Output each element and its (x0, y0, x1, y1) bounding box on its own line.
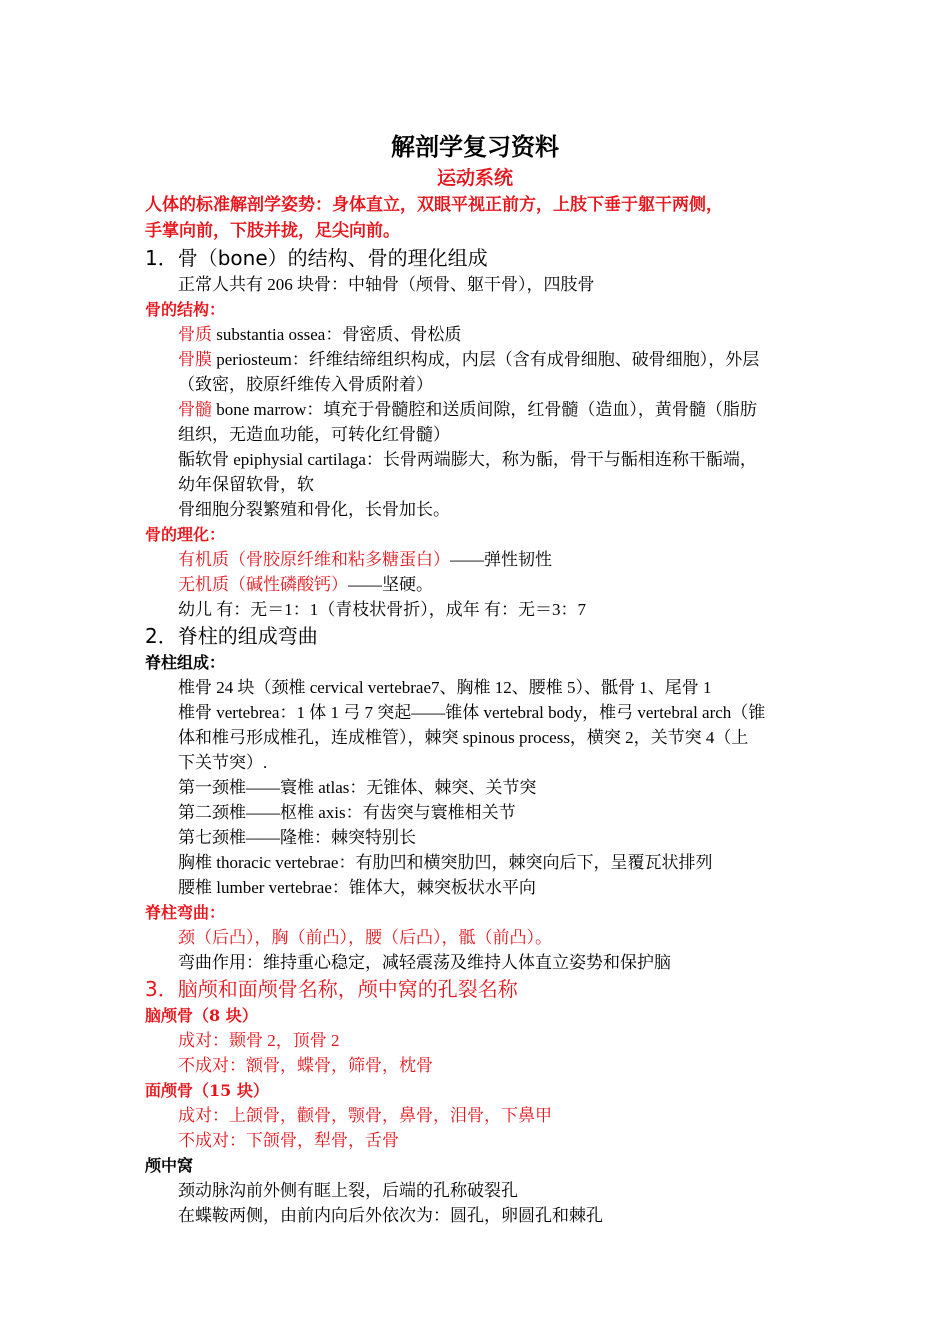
spine-line-1: 椎骨 24 块（颈椎 cervical vertebrae7、胸椎 12、腰椎 5）、骶骨 1、尾骨 1 (178, 678, 712, 697)
bone-substance-line (145, 322, 845, 347)
posture-line-1: 人体的标准解剖学姿势：身体直立，双眼平视正前方，上肢下垂于躯干两侧， (145, 195, 723, 215)
brain-paired-line: 成对：颞骨 2，顶骨 2 (178, 1031, 340, 1050)
inorganic-line (145, 572, 845, 597)
document-body (145, 130, 845, 1228)
epiphysial-line-1: 骺软骨 epiphysial cartilaga：长骨两端膨大，称为骺，骨干与骺相连称干骺端， (178, 450, 757, 469)
spine-line-9: 腰椎 lumber vertebrae：锥体大，棘突板状水平向 (178, 878, 536, 897)
spine-composition-label: 脊柱组成： (145, 653, 226, 672)
bone-growth-line: 骨细胞分裂繁殖和骨化，长骨加长。 (178, 500, 450, 519)
term-bone-substance: 骨质 (178, 325, 212, 344)
periosteum-line-2: （致密，胶原纤维传入骨质附着） (178, 375, 433, 394)
periosteum-line (145, 347, 845, 372)
organic-term: 有机质（骨胶原纤维和粘多糖蛋白） (178, 550, 450, 569)
spine-line-4: 下关节突）. (178, 753, 268, 772)
brain-cranium-label: 脑颅骨（8 块） (145, 1006, 258, 1025)
spine-curve-label: 脊柱弯曲： (145, 903, 226, 922)
posture-line-2: 手掌向前，下肢并拢，足尖向前。 (145, 221, 400, 241)
curve-function-line: 弯曲作用：维持重心稳定，减轻震荡及维持人体直立姿势和保护脑 (178, 953, 671, 972)
spine-line-2: 椎骨 vertebrea：1 体 1 弓 7 突起——锥体 vertebral body，椎弓 vertebral arch（锥 (178, 703, 766, 722)
section-2-heading: 2．脊柱的组成弯曲 (145, 624, 318, 648)
organic-line (145, 547, 845, 572)
spine-line-6: 第二颈椎——枢椎 axis：有齿突与寰椎相关节 (178, 803, 516, 822)
inorganic-term: 无机质（碱性磷酸钙） (178, 575, 348, 594)
fossa-line-2: 在蝶鞍两侧，由前内向后外依次为：圆孔，卵圆孔和棘孔 (178, 1206, 603, 1225)
spine-line-5: 第一颈椎——寰椎 atlas：无锥体、棘突、关节突 (178, 778, 537, 797)
face-paired-line: 成对：上颌骨，颧骨，颚骨，鼻骨，泪骨，下鼻甲 (178, 1106, 552, 1125)
brain-unpaired-line: 不成对：额骨，蝶骨，筛骨，枕骨 (178, 1056, 433, 1075)
spine-line-7: 第七颈椎——隆椎：棘突特别长 (178, 828, 416, 847)
middle-fossa-label: 颅中窝 (145, 1156, 194, 1175)
bone-physchem-label: 骨的理化： (145, 525, 226, 544)
bone-count-line: 正常人共有 206 块骨：中轴骨（颅骨、躯干骨），四肢骨 (178, 275, 595, 294)
bone-structure-label: 骨的结构： (145, 300, 226, 319)
section-subtitle: 运动系统 (436, 167, 513, 189)
section-3-heading: 3．脑颅和面颅骨名称，颅中窝的孔裂名称 (145, 977, 518, 1001)
periosteum-desc-1: periosteum：纤维结缔组织构成，内层（含有成骨细胞、破骨细胞），外层 (212, 350, 760, 369)
ratio-line: 幼儿 有：无＝1：1（青枝状骨折），成年 有：无＝3：7 (178, 600, 586, 619)
spine-line-3: 体和椎弓形成椎孔，连成椎管），棘突 spinous process，横突 2，关节突 4（上 (178, 728, 749, 747)
spine-curves-line: 颈（后凸），胸（前凸），腰（后凸），骶（前凸）。 (178, 928, 552, 947)
fossa-line-1: 颈动脉沟前外侧有眶上裂，后端的孔称破裂孔 (178, 1181, 518, 1200)
bone-marrow-line (145, 397, 845, 422)
term-periosteum: 骨膜 (178, 350, 212, 369)
term-bone-marrow: 骨髓 (178, 400, 212, 419)
epiphysial-line-2: 幼年保留软骨，软 (178, 475, 314, 494)
spine-line-8: 胸椎 thoracic vertebrae：有肋凹和横突肋凹，棘突向后下，呈覆瓦状排列 (178, 853, 713, 872)
bone-substance-desc: substantia ossea：骨密质、骨松质 (212, 325, 462, 344)
section-1-heading: 1．骨（bone）的结构、骨的理化组成 (145, 246, 488, 270)
facial-cranium-label: 面颅骨（15 块） (145, 1081, 269, 1100)
document-title: 解剖学复习资料 (391, 132, 559, 161)
organic-desc: ——弹性韧性 (450, 550, 552, 569)
inorganic-desc: ——坚硬。 (348, 575, 433, 594)
bone-marrow-desc-1: bone marrow：填充于骨髓腔和送质间隙，红骨髓（造血），黄骨髓（脂肪 (212, 400, 757, 419)
bone-marrow-line-2: 组织，无造血功能，可转化红骨髓） (178, 425, 450, 444)
face-unpaired-line: 不成对：下颌骨，犁骨，舌骨 (178, 1131, 399, 1150)
